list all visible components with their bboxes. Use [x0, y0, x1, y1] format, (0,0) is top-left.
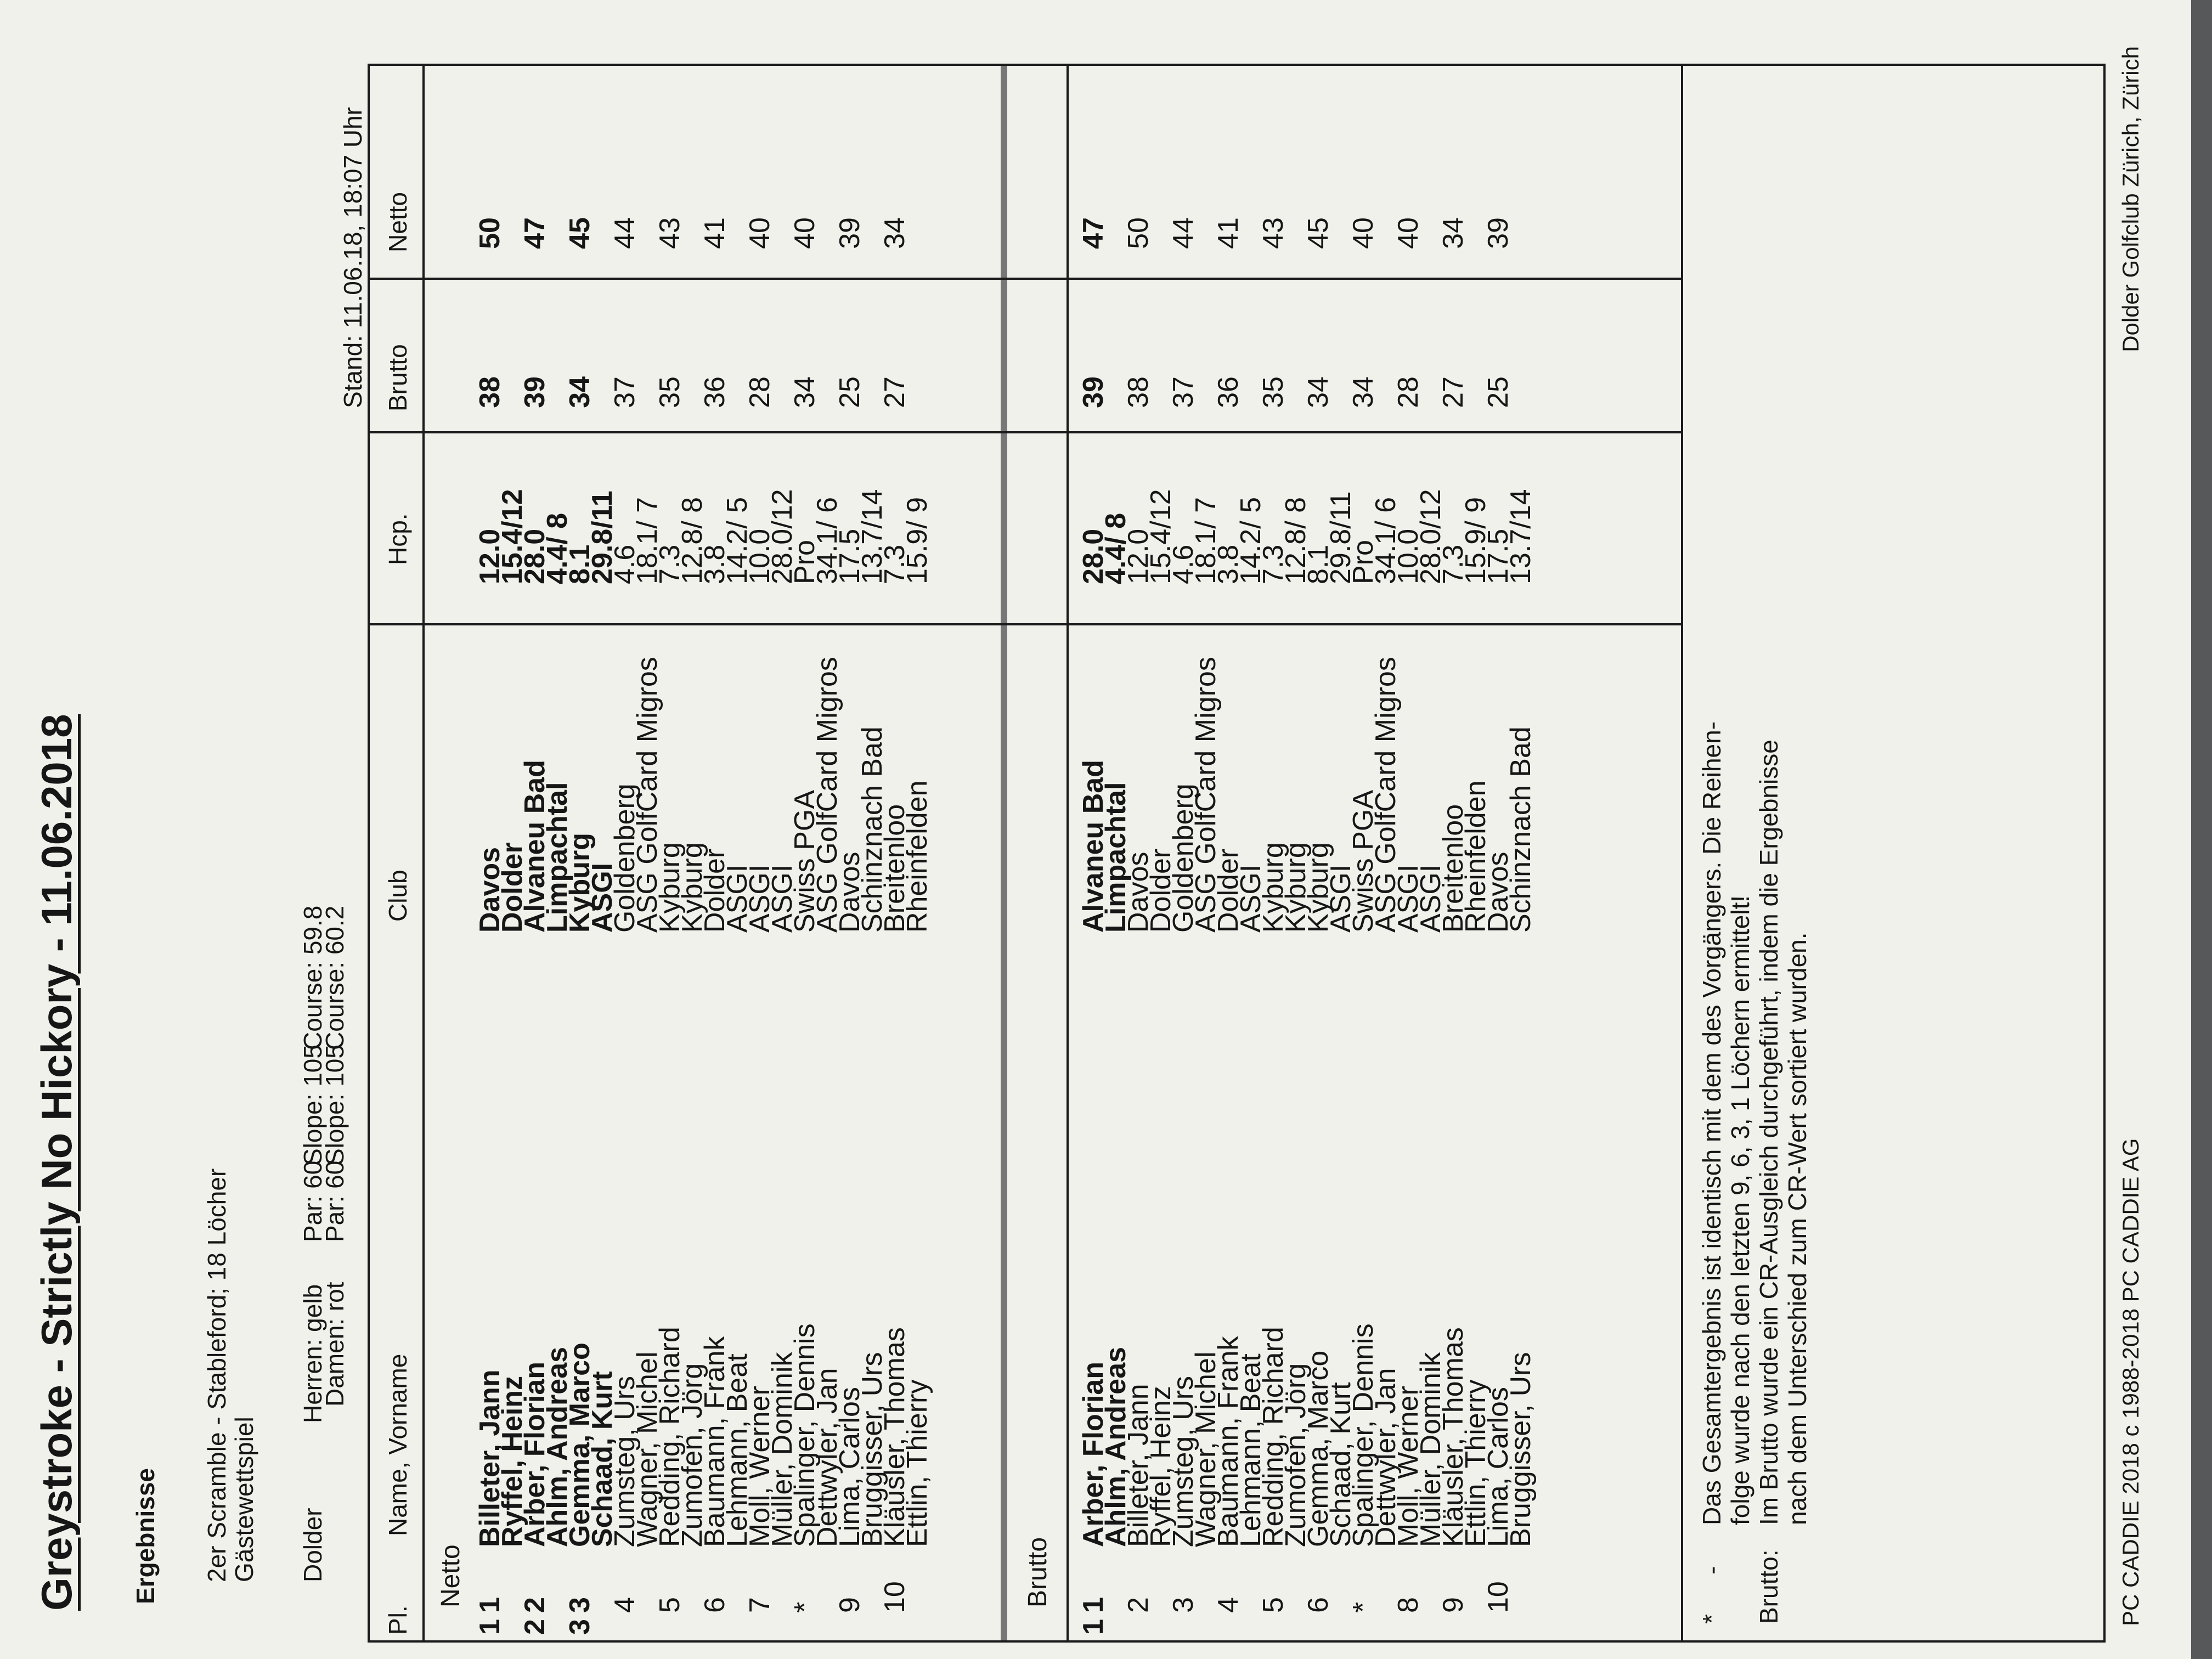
cell-name: Müller, Dominik: [1415, 1352, 1447, 1547]
cell-netto: 40: [1347, 217, 1379, 249]
cell-name: Ahlm, Andreas: [1100, 1346, 1132, 1547]
cell-rank: 9: [1437, 1597, 1469, 1613]
cell-name: Zumofen, Jörg: [1280, 1363, 1312, 1547]
cell-rank: 1: [1077, 1597, 1109, 1613]
tee-herren-label: Herren: gelb: [298, 1284, 327, 1423]
cell-rank: 4: [1212, 1597, 1244, 1613]
cell-hcp: 15.9/ 9: [901, 496, 933, 584]
cell-club: ASGI: [744, 864, 776, 933]
cell-club: Goldenberg: [609, 783, 641, 933]
note-brutto-text-1: Im Brutto wurde ein CR-Ausgleich durchgeführt, indem die Ergebnisse: [1754, 740, 1783, 1525]
netto-heading: Netto: [436, 1544, 465, 1607]
tee-herren-course: Course: 59.8: [298, 905, 327, 1050]
cell-hcp: 3.8: [699, 544, 731, 584]
note-star-dash: -: [1697, 1566, 1726, 1575]
tee-herren-slope: Slope: 105: [298, 1045, 327, 1165]
results-table: [368, 64, 2106, 1643]
notes: [1697, 721, 1812, 1624]
cell-club: Goldenberg: [1167, 783, 1199, 933]
cell-club: Breitenloo: [1437, 804, 1469, 933]
cell-club: Schinznach Bad: [1505, 726, 1537, 933]
cell-club: Kyburg: [654, 842, 686, 933]
cell-club: ASGI: [1325, 864, 1357, 933]
footer-software: PC CADDIE 2018 c 1988-2018 PC CADDIE AG: [2118, 1138, 2143, 1626]
cell-brutto: 38: [474, 376, 506, 408]
cell-club: ASG GolfCard Migros: [631, 657, 663, 933]
cell-netto: 45: [1302, 217, 1334, 249]
cell-hcp: 12.8/ 8: [676, 496, 708, 584]
cell-brutto: 37: [609, 376, 641, 408]
cell-brutto: 34: [789, 376, 821, 408]
cell-name: Ettlin, Thierry: [901, 1379, 933, 1547]
cell-hcp: 10.0: [744, 528, 776, 584]
cell-name: Spalinger, Dennis: [1347, 1323, 1379, 1547]
note-brutto-text-2: nach dem Unterschied zum CR-Wert sortiert wurden.: [1783, 932, 1812, 1525]
cell-hcp: 14.2/ 5: [1235, 496, 1267, 584]
cell-club: ASGI: [1392, 864, 1424, 933]
cell-club: Dolder: [496, 842, 528, 933]
cell-name: Baumann, Frank: [699, 1336, 731, 1547]
cell-netto: 50: [1122, 217, 1154, 249]
cell-club: Limpachtal: [1100, 782, 1132, 933]
cell-brutto: 34: [564, 376, 596, 408]
header-netto: Netto: [383, 192, 412, 252]
cell-hcp: 15.9/ 9: [1460, 496, 1492, 584]
cell-rank: 2: [1122, 1597, 1154, 1613]
cell-hcp: 7.3: [1437, 544, 1469, 584]
cell-name: Gemma, Marco: [1302, 1350, 1334, 1547]
cell-brutto: 25: [1482, 376, 1514, 408]
cell-name: Dettwyler, Jan: [811, 1368, 843, 1547]
cell-hcp: 10.0: [1392, 528, 1424, 584]
cell-brutto: 27: [879, 376, 911, 408]
cell-name: Schaad, Kurt: [586, 1371, 618, 1547]
cell-club: Rheinfelden: [1460, 780, 1492, 933]
cell-hcp: 3.8: [1212, 544, 1244, 584]
cell-netto: 44: [609, 217, 641, 249]
cell-hcp: 18.1/ 7: [631, 496, 663, 584]
cell-name: Dettwyler, Jan: [1370, 1368, 1402, 1547]
cell-name: Lima, Carlos: [834, 1387, 866, 1547]
cell-netto: 41: [699, 217, 731, 249]
cell-name: Wagner, Michel: [631, 1351, 663, 1547]
table-row: [901, 66, 933, 1640]
cell-hcp: 12.8/ 8: [1280, 496, 1312, 584]
tee-damen-par: Par: 60: [320, 1160, 349, 1242]
cell-club: Alvaneu Bad: [519, 760, 551, 933]
cell-club: Davos: [1482, 851, 1514, 933]
cell-club: Swiss PGA: [789, 789, 821, 933]
cell-rank: 5: [1257, 1597, 1289, 1613]
cell-name: Ahlm, Andreas: [541, 1346, 573, 1547]
cell-rank: *: [789, 1601, 821, 1613]
cell-hcp: Pro: [789, 540, 821, 584]
cell-name: Zumsteg, Urs: [609, 1375, 641, 1547]
header-club: Club: [383, 870, 412, 922]
cell-rank: 10: [1482, 1581, 1514, 1613]
cell-name: Billeter, Jann: [474, 1369, 506, 1547]
cell-club: Kyburg: [1280, 842, 1312, 933]
cell-hcp: 7.3: [879, 544, 911, 584]
cell-name: Arber, Florian: [519, 1361, 551, 1547]
cell-club: Kyburg: [1302, 842, 1334, 933]
cell-name: Zumofen, Jörg: [676, 1363, 708, 1547]
cell-name: Lima, Carlos: [1482, 1387, 1514, 1547]
cell-club: ASG GolfCard Migros: [1370, 657, 1402, 933]
cell-name: Arber, Florian: [1077, 1361, 1109, 1547]
section-divider: [1001, 66, 1007, 1640]
cell-club: Dolder: [699, 848, 731, 933]
cell-name: Wagner, Michel: [1190, 1351, 1222, 1547]
cell-brutto: 34: [1302, 376, 1334, 408]
cell-club: Dolder: [1145, 848, 1177, 933]
header-name: Name, Vorname: [383, 1353, 412, 1536]
cell-rank: 2: [519, 1597, 551, 1613]
cell-name: Lehmann, Beat: [721, 1353, 753, 1547]
cell-hcp: 34.1/ 6: [1370, 496, 1402, 584]
cell-hcp: 18.1/ 7: [1190, 496, 1222, 584]
cell-hcp: 15.4/12: [496, 489, 528, 584]
cell-hcp: 7.3: [1257, 544, 1289, 584]
cell-brutto: 38: [1122, 376, 1154, 408]
cell-club: Davos: [474, 847, 506, 933]
cell-netto: 34: [879, 217, 911, 249]
cell-hcp: 4.4/ 8: [541, 512, 573, 584]
cell-club: ASGI: [1235, 864, 1267, 933]
note-star-text-2: folge wurde nach den letzten 9, 6, 3, 1 Löchern ermittelt!: [1726, 895, 1754, 1525]
cell-brutto: 35: [1257, 376, 1289, 408]
note-star-label: *: [1697, 1614, 1726, 1624]
cell-rank: 7: [744, 1597, 776, 1613]
cell-hcp: 12.0: [474, 528, 506, 584]
cell-rank: 4: [609, 1597, 641, 1613]
cell-rank: 1: [474, 1597, 506, 1613]
cell-hcp: 17.5: [1482, 528, 1514, 584]
cell-name: Ettlin, Thierry: [1460, 1379, 1492, 1547]
cell-name: Redding, Richard: [1257, 1327, 1289, 1547]
cell-rank: 6: [699, 1597, 731, 1613]
page-title: Greystroke - Strictly No Hickory - 11.06.2018: [32, 714, 81, 1611]
cell-rank: 3: [564, 1597, 596, 1613]
cell-name: Bruggisser, Urs: [856, 1352, 888, 1547]
cell-brutto: 36: [1212, 376, 1244, 408]
tee-herren-par: Par: 60: [298, 1160, 327, 1242]
cell-name: Baumann, Frank: [1212, 1336, 1244, 1547]
cell-club: ASGI: [721, 864, 753, 933]
cell-hcp: 15.4/12: [1145, 489, 1177, 584]
cell-hcp: 4.4/ 8: [1100, 512, 1132, 584]
cell-brutto: 36: [699, 376, 731, 408]
cell-netto: 43: [654, 217, 686, 249]
cell-name: Moll, Werner: [1392, 1386, 1424, 1547]
cell-name: Schaad, Kurt: [1325, 1382, 1357, 1547]
cell-club: Swiss PGA: [1347, 789, 1379, 933]
cell-hcp: 7.3: [654, 544, 686, 584]
cell-club: ASGI: [586, 862, 618, 933]
cell-rank: 9: [834, 1597, 866, 1613]
cell-place: 2: [519, 1619, 551, 1635]
cell-hcp: 8.1: [1302, 544, 1334, 584]
cell-brutto: 27: [1437, 376, 1469, 408]
cell-name: Moll, Werner: [744, 1386, 776, 1547]
cell-hcp: 17.5: [834, 528, 866, 584]
cell-hcp: 13.7/14: [1505, 489, 1537, 584]
cell-netto: 43: [1257, 217, 1289, 249]
cell-name: Zumsteg, Urs: [1167, 1375, 1199, 1547]
footer: [2118, 46, 2144, 1626]
stand-timestamp: Stand: 11.06.18, 18:07 Uhr: [338, 107, 367, 408]
cell-netto: 39: [1482, 217, 1514, 249]
cell-name: Ryffel, Heinz: [1145, 1386, 1177, 1547]
cell-netto: 44: [1167, 217, 1199, 249]
brutto-divider: [1066, 66, 1069, 1640]
cell-netto: 40: [1392, 217, 1424, 249]
header-brutto: Brutto: [383, 344, 412, 411]
cell-brutto: 39: [519, 376, 551, 408]
cell-club: ASG GolfCard Migros: [1190, 657, 1222, 933]
cell-hcp: 28.0/12: [766, 489, 798, 584]
cell-place: 1: [474, 1619, 506, 1635]
cell-club: Kyburg: [1257, 842, 1289, 933]
cell-brutto: 34: [1347, 376, 1379, 408]
cell-club: Rheinfelden: [901, 780, 933, 933]
cell-club: ASG GolfCard Migros: [811, 657, 843, 933]
cell-club: Limpachtal: [541, 782, 573, 933]
cell-name: Kläusler, Thomas: [1437, 1327, 1469, 1547]
note-star-text-1: Das Gesamtergebnis ist identisch mit dem des Vorgängers. Die Reihen-: [1697, 721, 1726, 1525]
tee-damen-label: Damen: rot: [320, 1282, 349, 1407]
cell-club: Davos: [1122, 851, 1154, 933]
cell-name: Kläusler, Thomas: [879, 1327, 911, 1547]
notes-divider: [1681, 66, 1683, 1640]
cell-rank: *: [1347, 1601, 1379, 1613]
cell-name: Lehmann, Beat: [1235, 1353, 1267, 1547]
cell-club: Davos: [834, 851, 866, 933]
format-line-1: 2er Scramble - Stableford; 18 Löcher: [202, 1168, 231, 1582]
cell-brutto: 35: [654, 376, 686, 408]
cell-name: Spalinger, Dennis: [789, 1323, 821, 1547]
header-hcp: Hcp.: [383, 513, 412, 565]
cell-netto: 34: [1437, 217, 1469, 249]
cell-brutto: 37: [1167, 376, 1199, 408]
cell-rank: 3: [1167, 1597, 1199, 1613]
cell-rank: 8: [1392, 1597, 1424, 1613]
cell-brutto: 28: [744, 376, 776, 408]
cell-club: ASGI: [766, 864, 798, 933]
cell-club: Kyburg: [676, 842, 708, 933]
cell-name: Ryffel, Heinz: [496, 1375, 528, 1547]
header-pl: Pl.: [383, 1605, 412, 1635]
cell-rank: 6: [1302, 1597, 1334, 1613]
cell-hcp: 34.1/ 6: [811, 496, 843, 584]
cell-netto: 47: [1077, 217, 1109, 249]
cell-club: Breitenloo: [879, 804, 911, 933]
cell-name: Gemma, Marco: [564, 1342, 596, 1547]
cell-netto: 50: [474, 217, 506, 249]
cell-hcp: 4.6: [609, 544, 641, 584]
cell-hcp: 29.8/11: [1325, 491, 1357, 584]
format-line-2: Gästewettspiel: [230, 1417, 258, 1582]
cell-hcp: 8.1: [564, 544, 596, 584]
cell-hcp: 13.7/14: [856, 489, 888, 584]
cell-netto: 45: [564, 217, 596, 249]
table-row: [1505, 66, 1537, 1640]
cell-club: Alvaneu Bad: [1077, 760, 1109, 933]
cell-brutto: 28: [1392, 376, 1424, 408]
tee-damen-slope: Slope: 105: [320, 1045, 349, 1165]
cell-club: Schinznach Bad: [856, 726, 888, 933]
section-title: Ergebnisse: [131, 1468, 160, 1604]
cell-name: Redding, Richard: [654, 1327, 686, 1547]
cell-netto: 40: [789, 217, 821, 249]
tee-damen-course: Course: 60.2: [320, 905, 349, 1050]
cell-hcp: 12.0: [1122, 528, 1154, 584]
venue: Dolder: [298, 1508, 327, 1582]
cell-hcp: 28.0/12: [1415, 489, 1447, 584]
cell-club: ASGI: [1415, 864, 1447, 933]
cell-name: Müller, Dominik: [766, 1352, 798, 1547]
cell-club: Kyburg: [564, 833, 596, 933]
cell-name: Billeter, Jann: [1122, 1384, 1154, 1547]
cell-netto: 41: [1212, 217, 1244, 249]
cell-name: Bruggisser, Urs: [1505, 1352, 1537, 1547]
cell-hcp: 28.0: [1077, 528, 1109, 584]
cell-place: 1: [1077, 1619, 1109, 1635]
brutto-heading: Brutto: [1023, 1537, 1052, 1607]
cell-hcp: 14.2/ 5: [721, 496, 753, 584]
cell-hcp: 29.8/11: [586, 490, 618, 584]
cell-brutto: 39: [1077, 376, 1109, 408]
cell-rank: 10: [879, 1581, 911, 1613]
cell-hcp: 28.0: [519, 528, 551, 584]
header-divider: [422, 66, 425, 1640]
cell-place: 3: [564, 1619, 596, 1635]
cell-rank: 5: [654, 1597, 686, 1613]
cell-brutto: 25: [834, 376, 866, 408]
footer-club: Dolder Golfclub Zürich, Zürich: [2118, 46, 2143, 352]
cell-netto: 40: [744, 217, 776, 249]
cell-hcp: 4.6: [1167, 544, 1199, 584]
cell-hcp: Pro: [1347, 540, 1379, 584]
cell-netto: 47: [519, 217, 551, 249]
cell-netto: 39: [834, 217, 866, 249]
note-brutto-label: Brutto:: [1754, 1549, 1783, 1624]
cell-club: Dolder: [1212, 848, 1244, 933]
